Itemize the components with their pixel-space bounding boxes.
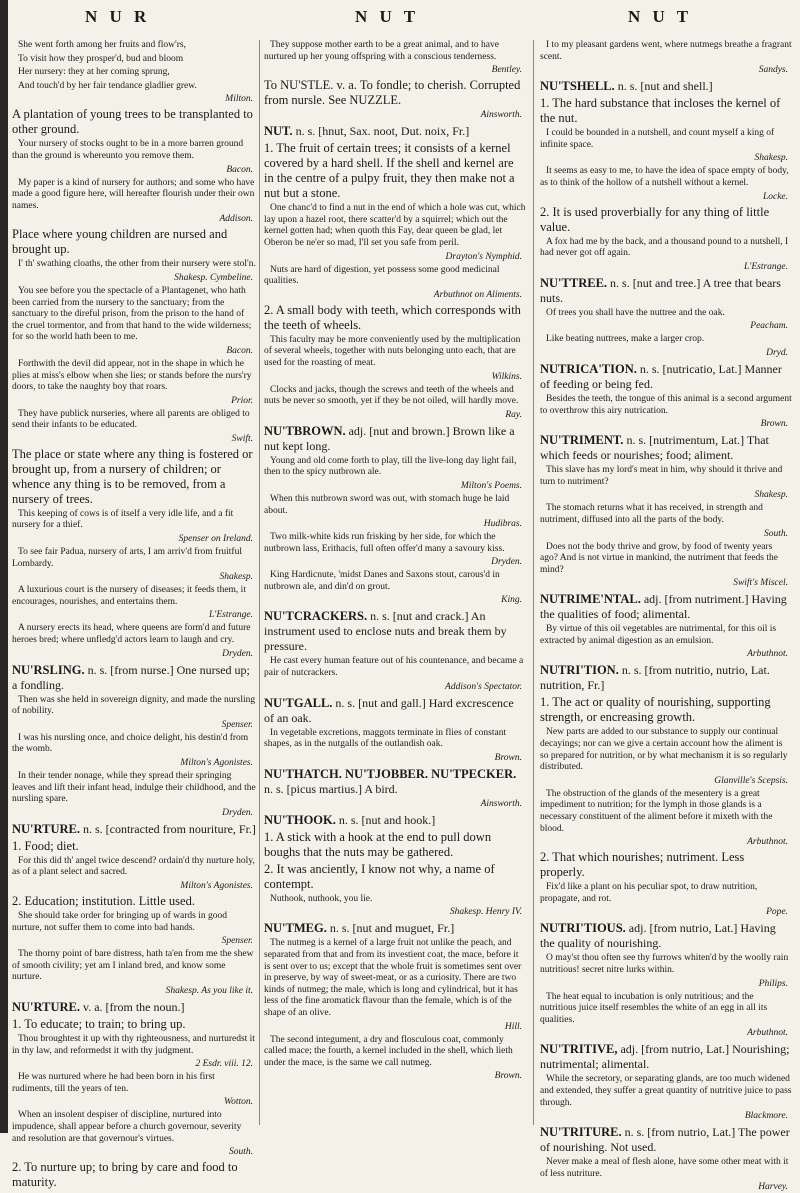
headword: NU'THOOK. [264,812,336,827]
quotation: This slave has my lord's meat in him, why should it thrive and turn to nutriment? [540,465,783,487]
quotation: One chanc'd to find a nut in the end of which a hole was cut, which lay upon a hazel root, there scatter'd by a squirrel; which out the kernel gotten had; when quoth this Fay, dear queen be glad, let Oberon be ne'er so mad, I'll set you safe from peril. [264,203,526,248]
quotation: The second integument, a dry and flosculous coat, commonly called mace; the fourth, a kernel included in the shell, which lieth under the mace, is the same we call nutmeg. [264,1034,513,1068]
citation: Ainsworth. [480,110,522,121]
quotation: When an insolent despiser of discipline, nurtured into impudence, shall appear before a church governour, severity and resolution are that governour's virtues. [12,1110,242,1144]
quotation: Nuts are hard of digestion, yet possess some good medicinal qualities. [264,264,500,287]
headword: NU'RTURE. [12,999,80,1014]
quotation: He cast every human feature out of his countenance, and became a pair of nutcrackers. [264,656,524,679]
quotation: Clocks and jacks, though the screws and teeth of the wheels and nuts be never so smooth, yet if they be not oiled, will hardly move. [264,384,519,407]
citation: Peacham. [750,321,788,332]
headword-entry [540,433,792,463]
citation: Spenser. [221,719,253,730]
quotation: Does not the body thrive and grow, by food of twenty years ago? And is not virtue in mankind, the nutriment that feeds the mind? [540,541,778,575]
quotation: Never make a meal of flesh alone, have some other meat with it of less nutriture. [540,1157,789,1179]
headword-gloss: n. s. [nut and hook.] [335,812,436,827]
headword-gloss: n. s. [nut and shell.] [614,79,713,94]
binding-edge [0,0,8,1133]
headword-entry [540,1042,792,1072]
headword-entry [540,921,792,951]
citation: Bacon. [226,345,253,356]
citation: Milton's Agonistes. [180,880,253,891]
headword-gloss: n. s. [hnut, Sax. noot, Dut. noix, Fr.] [292,124,470,139]
headword-entry [264,124,526,139]
citation: Glanville's Scepsis. [714,775,788,786]
citation: Spenser. [221,936,253,947]
headword-gloss: n. s. [contracted from nouriture, Fr.] [79,821,256,836]
quotation: I was his nursling once, and choice delight, his destin'd from the womb. [12,732,249,755]
quotation: She went forth among her fruits and flow'rs, [18,40,186,50]
citation: Blackmore. [744,1111,788,1122]
citation: Dryden. [222,807,253,818]
citation: Addison's Spectator. [445,681,522,692]
citation: Addison. [219,214,253,225]
headword-entry [12,1000,257,1015]
quotation: The heat equal to incubation is only nutritious; and the nutritious juice itself resembles the white of an egg in all its qualities. [540,991,768,1025]
headword-entry [264,767,526,797]
citation: Arbuthnot. [747,649,788,660]
headword-gloss: v. a. [from the noun.] [79,999,185,1014]
quotation: I to my pleasant gardens went, where nutmegs breathe a fragrant scent. [540,40,792,62]
quotation: Of trees you shall have the nuttree and the oak. [546,307,725,318]
definition: 1. Food; diet. [12,838,79,853]
quotation: Two milk-white kids run frisking by her side, for which the nutbrown lass, Erithacis, full often offer'd many a savoury kiss. [264,532,505,554]
headword-gloss: n. s. [from nutrio, Lat.] The power of nourishing. Not used. [540,1125,790,1155]
citation: Brown. [494,1071,522,1082]
quotation: This keeping of cows is of itself a very idle life, and a fit nursery for a thief. [12,508,234,531]
headword-entry [540,592,792,622]
quotation: A nursery erects its head, where queens are form'd and future heroes bred; where unfledg'd actors learn to laugh and cry. [12,623,251,646]
quotation: Fix'd like a plant on his peculiar spot, to draw nutrition, propagate, and rot. [540,882,758,904]
quotation: They have publick nurseries, where all parents are obliged to send their infants to be educated. [12,408,250,431]
headword-entry [12,663,257,693]
quotation: Forthwith the devil did appear, not in the shape in which he plies at miss's elbow when she lies; or stands before the nurs'ry doors, to take the naughty boy that roars. [12,358,252,393]
citation: Sandys. [758,65,788,76]
quotation: O may'st thou often see thy furrows whiten'd by the woolly rain nutritious! secret nitre lurks within. [540,953,789,975]
citation: Ainsworth. [480,798,522,809]
quotation: For this did th' angel twice descend? ordain'd thy nurture holy, as of a plant select and sacred. [12,855,255,878]
quotation: The stomach returns what it has received, in strength and nutriment, diffused into all the parts of the body. [540,503,763,525]
quotation: A fox had me by the back, and a thousand pound to a nutshell, I had never got off again. [540,236,789,259]
citation: Shakesp. [219,572,253,583]
quotation: It seems as easy to me, to have the idea of space empty of body, as to think of the hollow of a nutshell without a kernel. [540,166,789,188]
citation: Arbuthnot. [747,1028,788,1039]
citation: South. [763,528,788,539]
headword-entry [12,822,257,837]
headword: NU'RTURE. [12,821,80,836]
definition: 2. That which nourishes; nutriment. Less properly. [540,850,745,880]
quotation: Young and old come forth to play, till the live-long day light fail, then to the spicy nutbrown ale. [264,455,517,478]
running-header-left: N U R [85,7,151,26]
quotation: While the secretory, or separating glands, are too much widened and extended, they suffer a great quantity of nutritive juice to pass through. [540,1074,792,1108]
quotation: In their tender nonage, while they spread their springing leaves and lift their infant head, indulge their childhood, and the nursling spare. [12,771,256,805]
citation: Bacon. [226,164,253,175]
citation: Hudibras. [483,519,522,530]
running-header-center: N U T [355,7,420,26]
citation: L'Estrange. [744,261,788,272]
citation: Brown. [494,752,522,763]
definition: A plantation of young trees to be transplanted to other ground. [12,107,253,137]
definition: 2. It is used proverbially for any thing of little value. [540,204,770,234]
quotation: I' th' swathing cloaths, the other from their nursery were stol'n. [18,259,256,270]
citation: Shakesp. Cymbeline. [174,272,253,283]
definition: 1. A stick with a hook at the end to pull down boughs that the nuts may be gathered. [264,829,492,859]
headword: NUTRICA'TION. [540,361,637,376]
citation: Dryden. [222,648,253,659]
citation: Shakesp. [754,153,788,164]
citation: Shakesp. As you like it. [165,985,253,996]
definition: 1. The hard substance that incloses the kernel of the nut. [540,96,781,126]
citation: Shakesp. Henry IV. [449,907,522,918]
quotation: Like beating nuttrees, make a larger crop. [546,334,705,345]
headword-gloss: n. s. [nutricatio, Lat.] Manner of feeding or being fed. [540,361,782,391]
headword-gloss: n. s. [nut and crack.] An instrument used to enclose nuts and break them by pressure. [264,609,507,654]
citation: Dryden. [491,557,522,568]
citation: 2 Esdr. viii. 12. [195,1059,253,1070]
citation: Arbuthnot on Aliments. [433,289,522,300]
citation: Milton's Poems. [460,480,522,491]
headword-gloss: n. s. [nut and gall.] Hard excrescence of an oak. [264,695,514,725]
citation: Swift. [231,433,253,444]
headword: NU'TTREE. [540,275,608,290]
headword-gloss: n. s. [nut and tree.] A tree that bears nuts. [540,275,781,305]
citation: Swift's Miscel. [733,578,788,589]
quotation: To see fair Padua, nursery of arts, I am arriv'd from fruitful Lombardy. [12,547,242,569]
headword: NUTRI'TION. [540,663,619,678]
citation: Milton. [225,94,253,105]
headword-entry [264,424,526,454]
citation: Spenser on Ireland. [178,534,253,545]
citation: Philips. [758,978,788,989]
definition: 2. To nurture up; to bring by care and food to maturity. [12,1160,238,1190]
headword-entry [540,663,792,693]
quotation: The nutmeg is a kernel of a large fruit not unlike the peach, and separated from that and from its investient coat, the mace, before it is sent over to us; except that the whole fruit is sometimes sent over in preserve, by way of sweet-meat, or as a curiosity. There are two kinds of nutmeg; the male, which is long and cylindrical, but it has less of the fine aromatick flavour than the female, which is of the shape of an olive. [264,938,522,1018]
headword-gloss: n. s. [nutrimentum, Lat.] That which feeds or nourishes; food; aliment. [540,433,769,463]
headword-entry [540,1125,792,1155]
quotation: A luxurious court is the nursery of diseases; it feeds them, it encourages, nourishes, and entertains them. [12,585,246,607]
column-rule [533,40,534,1125]
headword: NU'TRIMENT. [540,433,624,448]
headword: NU'TGALL. [264,695,333,710]
column-rule [259,40,260,1125]
citation: Dryd. [766,347,788,358]
quotation: Besides the teeth, the tongue of this animal is a second argument to overthrow this airy nutrication. [540,393,792,416]
definition: The place or state where any thing is fostered or brought up, from a nursery of children; or whence any thing is to be removed, from a nursery of trees. [12,446,253,506]
headword-entry [264,696,526,726]
citation: L'Estrange. [209,610,253,621]
quotation: The obstruction of the glands of the mesentery is a great impediment to nutrition; for the lymph in those glands is a necessary constituent of the aliment before it mixeth with the blood. [540,788,773,834]
running-headers [0,7,800,29]
quotation: Your nursery of stocks ought to be in a more barren ground than the ground is whereunto you remove them. [12,139,244,161]
headword-gloss: adj. [nut and brown.] Brown like a nut kept long. [264,423,515,453]
quotation: Thou broughtest it up with thy righteousness, and nurturedst it in thy law, and reformedst it with thy judgment. [12,1033,255,1056]
citation: Wilkins. [491,371,522,382]
citation: Bentley. [491,65,522,76]
headword-gloss: n. s. [nut and muguet, Fr.] [326,921,455,936]
citation: South. [228,1147,253,1158]
quotation: My paper is a kind of nursery for authors; and some who have made a good figure here, will hereafter flourish under their own names. [12,177,255,211]
quotation: They suppose mother earth to be a great animal, and to have nurtured up her young offspring with a conscious tenderness. [264,40,499,62]
citation: Harvey. [758,1182,788,1193]
headword: NUTRI'TIOUS. [540,921,626,936]
headword-entry [264,813,526,828]
headword-entry [540,79,792,94]
quotation: I could be bounded in a nutshell, and count myself a king of infinite space. [540,128,775,150]
quotation: King Hardicnute, 'midst Danes and Saxons stout, carous'd in nutbrown ale, and din'd on grout. [264,570,500,592]
citation: Milton's Agonistes. [180,758,253,768]
quotation: Nuthook, nuthook, you lie. [270,893,373,904]
headword-entry [540,362,792,392]
definition: 2. A small body with teeth, which corresponds with the teeth of wheels. [264,302,521,332]
headword: NUT. [264,124,293,139]
headword: NU'TRITURE. [540,1125,622,1140]
headword: NU'TRITIVE, [540,1042,618,1057]
quotation: Her nursery: they at her coming sprung, [18,67,170,78]
definition: 1. The fruit of certain trees; it consists of a kernel covered by a hard shell. If the shell and kernel are in the centre of a pulpy fruit, they then make not a nut but a stone. [264,141,515,201]
headword-gloss: n. s. [picus martius.] A bird. [264,781,398,796]
definition: 2. It was anciently, I know not why, a name of contempt. [264,861,495,891]
headword-gloss: adj. [from nutrio, Lat.] Having the quality of nourishing. [540,921,776,951]
quotation: By virtue of this oil vegetables are nutrimental, for this oil is extracted by animal digestion as an emulsion. [540,624,777,646]
citation: Arbuthnot. [747,837,788,848]
definition: 1. To educate; to train; to bring up. [12,1016,186,1031]
quotation: He was nurtured where he had been born in his first rudiments, till the years of ten. [12,1072,215,1094]
quotation: This faculty may be more conveniently used by the multiplication of several wheels, together with nuts belonging unto each, that are used for the roasting of meat. [264,334,521,368]
quotation: Then was she held in sovereign dignity, and made the nursling of nobility. [12,694,256,717]
quotation: In vegetable excretions, maggots terminate in flies of constant shapes, as in the nutgalls of the outlandish oak. [264,727,507,750]
headword: NU'TCRACKERS. [264,609,368,624]
running-header-right: N U T [628,7,693,26]
headword-entry [264,609,526,654]
column-left [12,40,257,1190]
headword-gloss: n. s. [from nutritio, nutrio, Lat. nutrition, Fr.] [540,663,770,693]
quotation: And touch'd by her fair tendance gladlier grew. [18,80,197,91]
headword: NU'TBROWN. [264,423,346,438]
quotation: She should take order for bringing up of wards in good nurture, not suffer them to come into bad hands. [12,910,227,933]
headword-entry [264,921,526,936]
citation: King. [501,595,522,606]
citation: Drayton's Nymphid. [445,251,522,262]
quotation: New parts are added to our substance to supply our continual decayings; nor can we give a certain account how the aliment is so prepared for nutrition, or by what mechanism it is so regularly distributed. [540,727,788,773]
headword-gloss: adj. [from nutrio, Lat.] Nourishing; nutrimental; alimental. [540,1042,790,1072]
citation: Ray. [505,409,522,420]
citation: Pope. [766,907,788,918]
headword: NU'TMEG. [264,921,327,936]
headword: NU'THATCH. NU'TJOBBER. NU'TPECKER. [264,766,517,781]
quotation: When this nutbrown sword was out, with stomach huge he laid about. [264,493,510,516]
column-middle [264,40,526,1128]
citation: Hill. [504,1021,522,1032]
headword: NU'RSLING. [12,662,85,677]
quotation: To visit how they prosper'd, bud and bloom [18,53,184,64]
headword: NUTRIME'NTAL. [540,592,641,607]
headword: NU'TSHELL. [540,79,615,94]
citation: Locke. [762,191,788,202]
column-right [540,40,792,1193]
headword-gloss: adj. [from nutriment.] Having the qualities of food; alimental. [540,592,787,622]
quotation: The thorny point of bare distress, hath ta'en from me the shew of smooth civility; yet am I inland bred, and know some nurture. [12,949,254,983]
definition: Place where young children are nursed and brought up. [12,227,228,257]
citation: Shakesp. [754,490,788,501]
citation: Brown. [760,419,788,430]
headword-entry [540,276,792,306]
definition: To NU'STLE. v. a. To fondle; to cherish. Corrupted from nursle. See NUZZLE. [264,78,521,108]
headword-gloss: n. s. [from nurse.] One nursed up; a fondling. [12,662,250,692]
quotation: You see before you the spectacle of a Plantagenet, who hath been carried from the nursery to the sanctuary; from the sanctuary to the direful prison, from the prison to the hand of the cruel tormentor, and from that hand to the wide wilderness; for so the world hath been to me. [12,285,252,343]
citation: Wotton. [224,1097,253,1108]
definition: 2. Education; institution. Little used. [12,893,195,908]
definition: 1. The act or quality of nourishing, supporting strength, or encreasing growth. [540,695,771,725]
citation: Prior. [231,395,253,406]
